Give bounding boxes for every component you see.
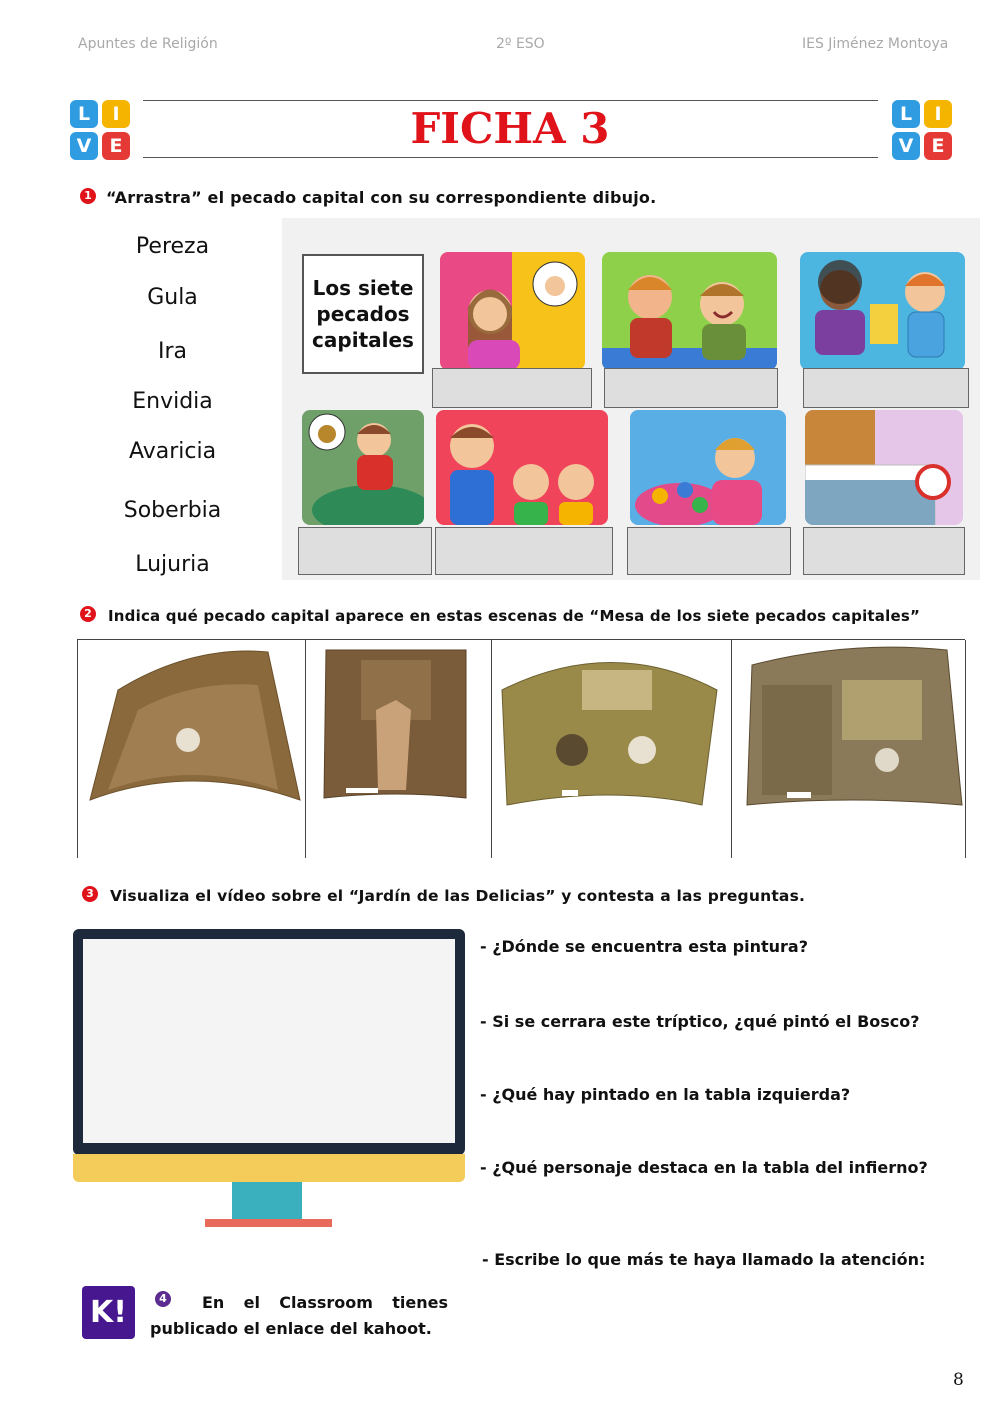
sin-card-anger-boys xyxy=(602,252,777,370)
section-3-number: 3 xyxy=(82,886,98,902)
scene-answer-field-1[interactable] xyxy=(186,790,202,796)
scene-answer-field-4[interactable] xyxy=(787,792,811,798)
question-3: - ¿Qué hay pintado en la tabla izquierda? xyxy=(480,1085,851,1104)
sin-card-lust-man xyxy=(436,410,608,525)
seven-sins-title-box xyxy=(302,254,424,374)
section-1-instruction: “Arrastra” el pecado capital con su correspondiente dibujo. xyxy=(106,188,657,207)
logo-letter: I xyxy=(924,100,952,128)
drop-zone-6[interactable] xyxy=(627,527,791,575)
sin-label-envidia[interactable]: Envidia xyxy=(132,389,213,414)
illustration-woman-envy xyxy=(440,252,585,370)
seven-sins-title: Los siete pecados capitales xyxy=(312,276,414,352)
section-4-text-line1: En el Classroom tienes xyxy=(202,1293,448,1312)
painting-scene-anger xyxy=(492,640,732,858)
question-5: - Escribe lo que más te haya llamado la atención: xyxy=(482,1250,926,1269)
drop-zone-2[interactable] xyxy=(604,368,778,408)
header-school: IES Jiménez Montoya xyxy=(802,36,949,52)
header-course: 2º ESO xyxy=(496,36,545,52)
page-number: 8 xyxy=(953,1370,964,1390)
section-2-number: 2 xyxy=(80,606,96,622)
title-bottom-rule xyxy=(143,157,878,158)
question-1: - ¿Dónde se encuentra esta pintura? xyxy=(480,937,808,956)
logo-letter: V xyxy=(892,132,920,160)
sin-card-sloth xyxy=(805,410,963,525)
question-4: - ¿Qué personaje destaca en la tabla del infierno? xyxy=(480,1158,928,1177)
illustration-boy-in-bed xyxy=(805,410,963,525)
drop-zone-3[interactable] xyxy=(803,368,969,408)
kahoot-logo: K! xyxy=(82,1286,135,1339)
question-2: - Si se cerrara este tríptico, ¿qué pintó el Bosco? xyxy=(480,1012,920,1031)
drop-zone-5[interactable] xyxy=(435,527,613,575)
sin-card-envy-woman xyxy=(440,252,585,370)
drop-zone-4[interactable] xyxy=(298,527,432,575)
sin-label-gula[interactable]: Gula xyxy=(147,285,198,310)
sin-card-greed-girls xyxy=(800,252,965,370)
illustration-boy-on-money xyxy=(302,410,424,525)
illustration-girl-sweets xyxy=(630,410,786,525)
scenes-right-border xyxy=(965,640,966,858)
monitor-base xyxy=(205,1219,332,1227)
sin-label-pereza[interactable]: Pereza xyxy=(135,234,210,259)
header-subject: Apuntes de Religión xyxy=(78,36,218,52)
painting-scene-gluttony xyxy=(78,640,306,858)
illustration-man-and-kids xyxy=(436,410,608,525)
logo-letter: E xyxy=(102,132,130,160)
live-logo-right xyxy=(892,100,952,160)
sin-label-ira[interactable]: Ira xyxy=(157,339,187,364)
illustration-girls-shopping xyxy=(800,252,965,370)
drop-zone-1[interactable] xyxy=(432,368,592,408)
painting-scene-pride xyxy=(306,640,492,858)
page-title: FICHA 3 xyxy=(410,104,610,153)
video-player[interactable] xyxy=(83,939,455,1143)
scene-answer-field-3[interactable] xyxy=(562,790,578,796)
section-4-number: 4 xyxy=(155,1291,171,1307)
sin-card-greed-money xyxy=(302,410,424,525)
section-4-text-line2: publicado el enlace del kahoot. xyxy=(150,1319,432,1338)
logo-letter: E xyxy=(924,132,952,160)
illustration-boys-anger xyxy=(602,252,777,370)
scene-cell-2 xyxy=(305,640,492,858)
sin-label-lujuria[interactable]: Lujuria xyxy=(135,552,210,577)
sin-label-avaricia[interactable]: Avaricia xyxy=(128,439,217,464)
scene-cell-3 xyxy=(491,640,732,858)
scene-cell-4 xyxy=(731,640,966,858)
sin-label-soberbia[interactable]: Soberbia xyxy=(123,498,222,523)
monitor-stand xyxy=(232,1182,302,1220)
drop-zone-7[interactable] xyxy=(803,527,965,575)
painting-scene-avarice xyxy=(732,640,966,858)
logo-letter: I xyxy=(102,100,130,128)
logo-letter: V xyxy=(70,132,98,160)
scene-cell-1 xyxy=(77,640,306,858)
logo-letter: L xyxy=(892,100,920,128)
monitor-bezel xyxy=(73,1154,465,1182)
section-2-instruction: Indica qué pecado capital aparece en estas escenas de “Mesa de los siete pecados capitales” xyxy=(108,607,921,625)
sin-card-gluttony xyxy=(630,410,786,525)
section-1-number: 1 xyxy=(80,188,96,204)
title-top-rule xyxy=(143,100,878,101)
section-3-instruction: Visualiza el vídeo sobre el “Jardín de las Delicias” y contesta a las preguntas. xyxy=(110,887,806,905)
live-logo-left xyxy=(70,100,130,160)
logo-letter: L xyxy=(70,100,98,128)
scene-answer-field-2[interactable] xyxy=(346,788,378,793)
